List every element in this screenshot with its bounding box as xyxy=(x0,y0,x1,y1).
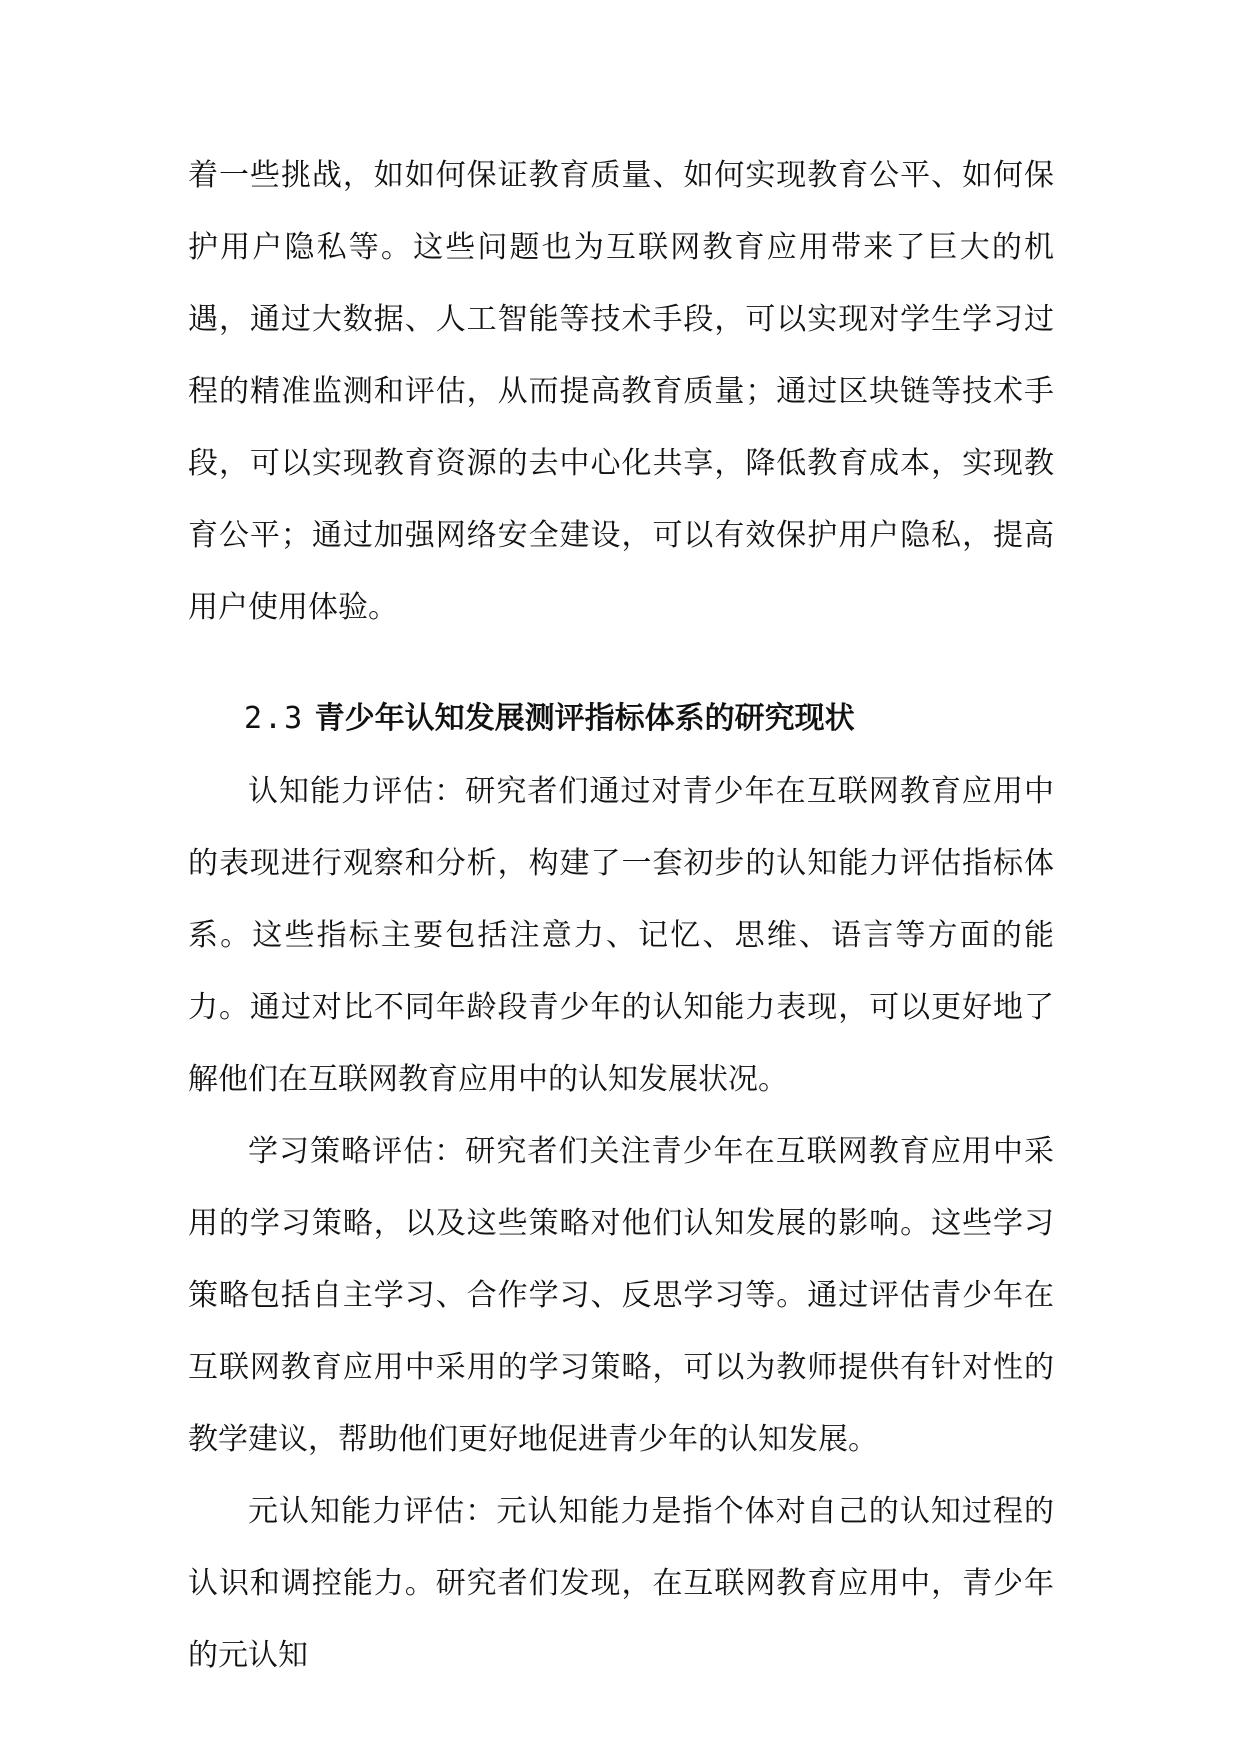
paragraph-continued: 着一些挑战，如如何保证教育质量、如何实现教育公平、如何保护用户隐私等。这些问题也为互联网教育应用带来了巨大的机遇，通过大数据、人工智能等技术手段，可以实现对学生学习过程的精准监测和评估，从而提高教育质量；通过区块链等技术手段，可以实现教育资源的去中心化共享，降低教育成本，实现教育公平；通过加强网络安全建设，可以有效保护用户隐私，提高用户使用体验。 xyxy=(188,158,1054,625)
document-body xyxy=(188,140,1054,1692)
paragraph-metacognition: 元认知能力评估：元认知能力是指个体对自己的认知过程的认识和调控能力。研究者们发现，在互联网教育应用中，青少年的元认知 xyxy=(188,1494,1054,1673)
section-number: 2.3 xyxy=(244,701,305,736)
paragraph-learning-strategy: 学习策略评估：研究者们关注青少年在互联网教育应用中采用的学习策略，以及这些策略对他们认知发展的影响。这些学习策略包括自主学习、合作学习、反思学习等。通过评估青少年在互联网教育应用中采用的学习策略，可以为教师提供有针对性的教学建议，帮助他们更好地促进青少年的认知发展。 xyxy=(188,1134,1054,1457)
section-title: 青少年认知发展测评指标体系的研究现状 xyxy=(314,701,855,736)
section-heading xyxy=(188,682,1054,756)
paragraph-cognitive-ability: 认知能力评估：研究者们通过对青少年在互联网教育应用中的表现进行观察和分析，构建了一套初步的认知能力评估指标体系。这些指标主要包括注意力、记忆、思维、语言等方面的能力。通过对比不同年龄段青少年的认知能力表现，可以更好地了解他们在互联网教育应用中的认知发展状况。 xyxy=(188,774,1054,1097)
